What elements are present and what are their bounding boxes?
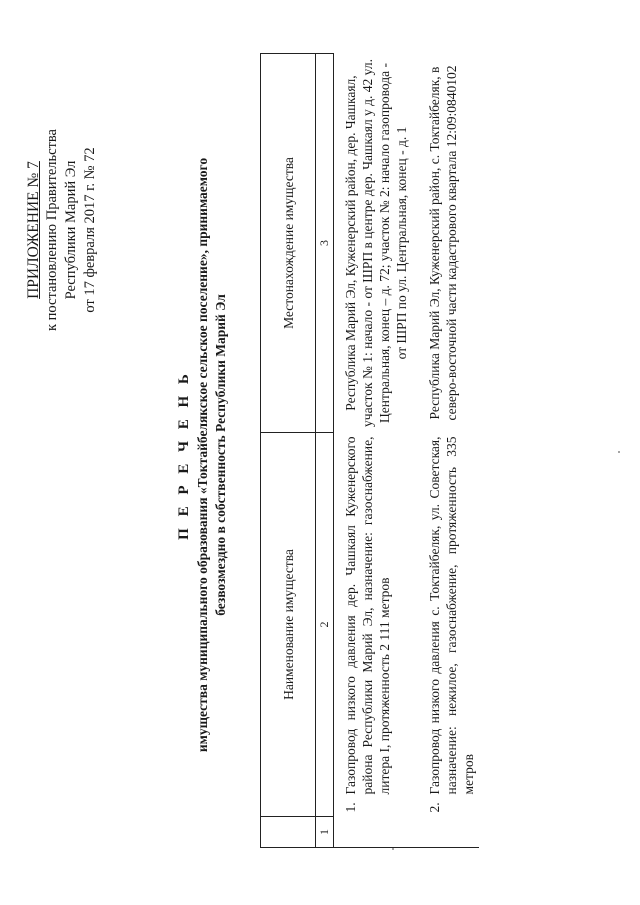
row-number: 1. (343, 802, 358, 813)
property-table (260, 53, 479, 848)
scan-speck (392, 848, 394, 850)
appendix-block (24, 100, 100, 360)
row-spacer (334, 817, 413, 848)
row-name-cell (412, 433, 479, 817)
table-header-row (261, 54, 316, 848)
row-name-cell (334, 433, 413, 817)
table-row (412, 54, 479, 848)
col-number-2: 2 (316, 433, 334, 817)
col-number-1: 1 (316, 817, 334, 848)
header-col-1 (261, 817, 316, 848)
table-row (334, 54, 413, 848)
row-name: Газопровод низкого давления дер. Чашкаял Куженерского района Республики Марий Эл, назначение: газоснабжение, литера I, протяженность 2 111 метров (343, 436, 392, 795)
table-number-row (316, 54, 334, 848)
heading-title: П Е Р Е Ч Е Н Ь (176, 370, 192, 540)
appendix-line-2: Республики Марий Эл (63, 160, 79, 300)
document-heading (174, 105, 230, 805)
header-col-2: Наименование имущества (261, 433, 316, 817)
scan-speck (618, 451, 620, 453)
row-location: Республика Марий Эл, Куженерский район, с. Токтайбеляк, в северо-восточной части кадастрового квартала 12:09:0840102 (427, 65, 459, 421)
appendix-line-1: к постановлению Правительства (44, 129, 60, 331)
header-col-3: Местонахождение имущества (261, 54, 316, 433)
appendix-line-3: от 17 февраля 2017 г. № 72 (82, 147, 98, 313)
row-spacer (412, 817, 479, 848)
heading-line-2: безвозмездно в собственность Республики Марий Эл (213, 294, 228, 616)
heading-line-1: имущества муниципального образования «Токтайбелякское сельское поселение», принимаемого (195, 157, 210, 753)
appendix-title: ПРИЛОЖЕНИЕ № 7 (25, 161, 42, 299)
row-number: 2. (427, 802, 442, 813)
col-number-3: 3 (316, 54, 334, 433)
row-location: Республика Марий Эл, Куженерский район, дер. Чашкаял, участок № 1: начало - от ШРП в центре дер. Чашкаял у д. 42 ул. Центральная, конец – д. 72; участок № 2: начало газопровода - от ШРП по ул. Центральная, конец - д. 1 (343, 59, 409, 427)
row-name: Газопровод низкого давления с. Токтайбеляк, ул. Советская, назначение: нежилое, газоснабжение, протяженность 335 метров (427, 436, 476, 795)
